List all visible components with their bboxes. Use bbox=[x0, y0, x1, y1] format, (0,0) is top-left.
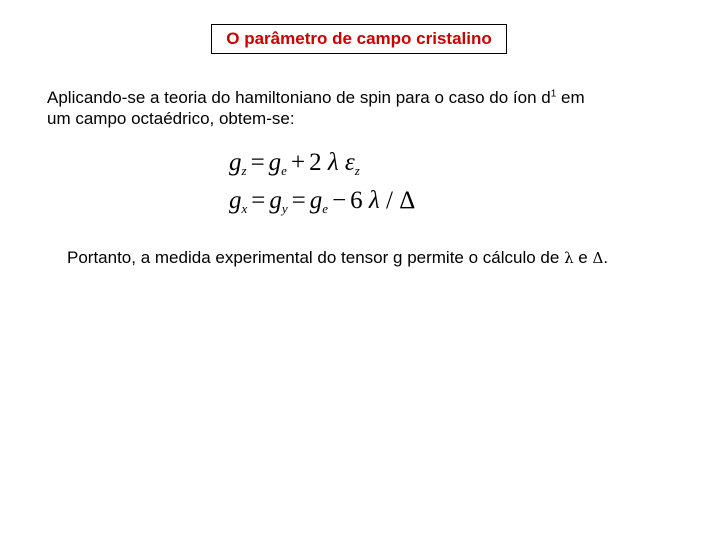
conclusion-conjunction: e bbox=[573, 248, 593, 267]
eq2-minus: − bbox=[332, 187, 347, 214]
intro-line1-end: em bbox=[556, 88, 585, 107]
eq1-epsilon-subscript: z bbox=[354, 163, 360, 178]
eq2-equals-2: = bbox=[291, 187, 306, 214]
eq2-coefficient: 6 bbox=[350, 187, 363, 214]
intro-line1-text: Aplicando-se a teoria do hamiltoniano de spin para o caso do íon d bbox=[47, 88, 551, 107]
eq1-e-subscript: e bbox=[281, 163, 287, 178]
intro-superscript: 1 bbox=[550, 88, 557, 100]
eq1-z-subscript: z bbox=[241, 163, 247, 178]
intro-paragraph bbox=[47, 87, 687, 129]
eq1-g-e: g bbox=[268, 149, 282, 176]
equation-gz bbox=[229, 148, 360, 178]
conclusion-delta: Δ bbox=[592, 249, 604, 267]
conclusion-period: . bbox=[603, 248, 609, 267]
eq1-epsilon: ε bbox=[344, 149, 355, 176]
eq2-g-e: g bbox=[309, 187, 323, 214]
eq2-delta: Δ bbox=[399, 187, 416, 214]
intro-line2-text: um campo octaédrico, obtem-se: bbox=[47, 109, 295, 128]
title-box bbox=[211, 24, 507, 54]
eq2-g-y: g bbox=[269, 187, 282, 214]
equation-gx-gy bbox=[229, 186, 415, 216]
eq2-lambda: λ bbox=[368, 187, 380, 214]
eq2-y-subscript: y bbox=[281, 201, 288, 216]
eq1-lambda: λ bbox=[327, 149, 339, 176]
conclusion-lambda: λ bbox=[564, 249, 574, 267]
eq2-slash: / bbox=[386, 187, 393, 214]
conclusion-text: Portanto, a medida experimental do tensor g permite o cálculo de bbox=[67, 248, 565, 267]
eq2-x-subscript: x bbox=[241, 201, 248, 216]
eq1-plus: + bbox=[290, 149, 306, 176]
eq1-coefficient: 2 bbox=[309, 149, 322, 176]
page-title: O parâmetro de campo cristalino bbox=[226, 29, 492, 48]
eq2-equals-1: = bbox=[251, 187, 266, 214]
eq2-e-subscript: e bbox=[322, 201, 329, 216]
eq1-equals: = bbox=[250, 149, 265, 176]
eq1-g: g bbox=[229, 149, 242, 176]
eq2-g: g bbox=[229, 187, 242, 214]
conclusion-paragraph bbox=[67, 247, 608, 269]
